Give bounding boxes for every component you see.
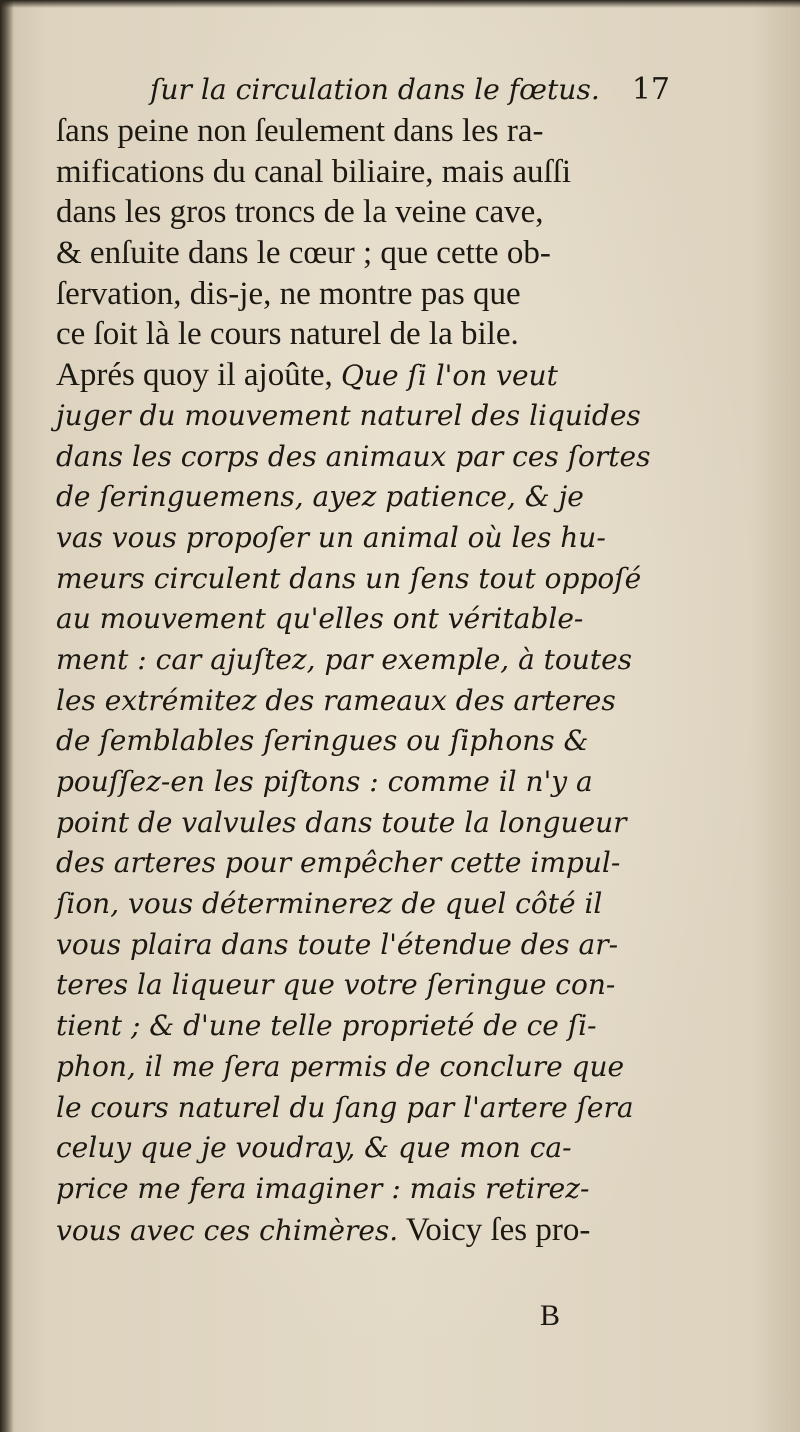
signature-mark: B (539, 1299, 560, 1332)
text-line: ſion, vous déterminerez de quel côté il (56, 887, 603, 921)
text-line: juger du mouvement naturel des liquides (56, 398, 641, 432)
text-line: ce ſoit là le cours naturel de la bile. (56, 316, 519, 353)
text-line-mixed (56, 355, 716, 396)
text-line-mixed (56, 1210, 716, 1251)
text-line: ſans peine non ſeulement dans les ra- (56, 113, 544, 149)
text-line: vas vous propoſer un animal où les hu- (56, 520, 606, 554)
text-line: tient ; & d'une telle proprieté de ce ſi- (56, 1009, 597, 1043)
text-line: price me fera imaginer : mais retirez- (56, 1171, 590, 1205)
text-line: le cours naturel du ſang par l'artere ſera (56, 1090, 634, 1124)
text-line: celuy que je voudray, & que mon ca- (56, 1131, 572, 1165)
text-line: vous plaira dans toute l'étendue des ar- (56, 927, 619, 961)
text-line: de ſeringuemens, ayez patience, & je (56, 480, 584, 514)
text-segment-italic: vous avec ces chimères. (56, 1213, 399, 1247)
text-line: teres la liqueur que votre ſeringue con- (56, 968, 616, 1002)
text-segment-roman: Aprés quoy il ajoûte, (56, 357, 342, 394)
text-line: & enſuite dans le cœur ; que cette ob- (56, 235, 551, 272)
text-line: ſervation, dis-je, ne montre pas que (56, 275, 521, 312)
text-line: au mouvement qu'elles ont véritable- (56, 602, 584, 636)
text-line: de ſemblables ſeringues ou ſiphons & (56, 724, 589, 758)
running-head: ſur la circulation dans le fœtus. (150, 73, 600, 106)
text-line: meurs circulent dans un ſens tout oppoſé (56, 561, 642, 595)
body-text (56, 111, 716, 1250)
text-line: mifications du canal biliaire, mais auſſi (56, 153, 572, 190)
page-number: 17 (631, 72, 670, 107)
text-line: pouſſez-en les piſtons : comme il n'y a (56, 765, 593, 798)
text-line: des arteres pour empêcher cette impul- (56, 846, 621, 880)
text-line: dans les gros troncs de la veine cave, (56, 194, 544, 231)
text-line: dans les corps des animaux par ces ſortes (56, 439, 651, 473)
text-line: point de valvules dans toute la longueur (56, 805, 627, 839)
text-line: ment : car ajuſtez, par exemple, à toutes (56, 642, 633, 676)
text-line: les extrémitez des rameaux des arteres (56, 683, 616, 717)
text-segment-italic: Que ſi l'on veut (341, 359, 558, 393)
text-segment-roman: Voicy ſes pro- (398, 1211, 591, 1248)
text-line: phon, il me ſera permis de conclure que (56, 1049, 625, 1083)
